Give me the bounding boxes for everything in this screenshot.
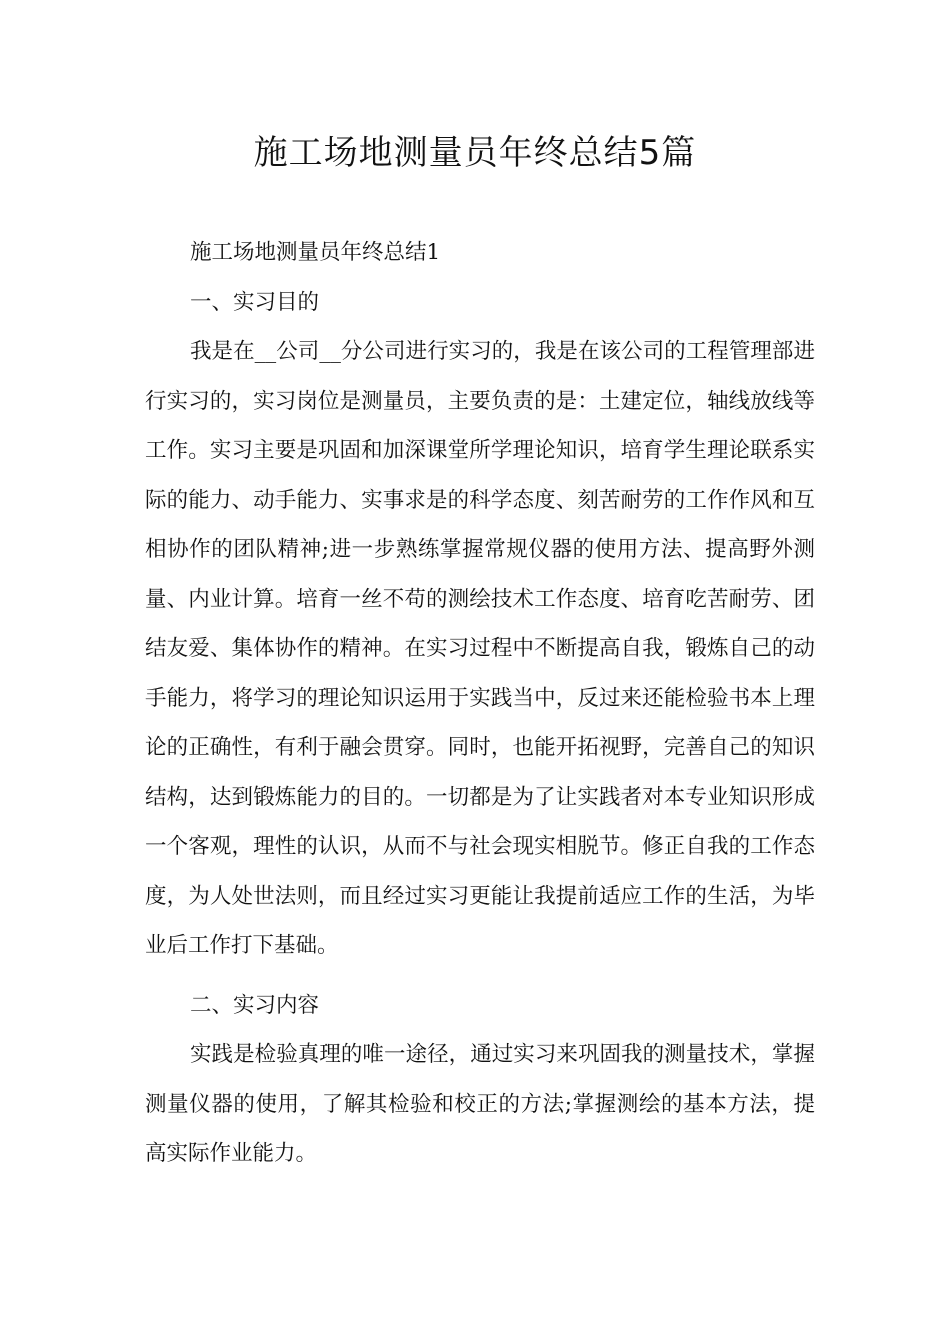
section-subtitle: 施工场地测量员年终总结1: [190, 240, 441, 265]
section-heading-purpose: 一、实习目的: [190, 289, 320, 315]
section-heading-content: 二、实习内容: [190, 992, 320, 1018]
paragraph-purpose: 我是在__公司__分公司进行实习的，我是在该公司的工程管理部进行实习的，实习岗位是测量员，主要负责的是：土建定位，轴线放线等工作。实习主要是巩固和加深课堂所学理论知识，培育学生理论联系实际的能力、动手能力、实事求是的科学态度、刻苦耐劳的工作作风和互相协作的团队精神;进一步熟练掌握常规仪器的使用方法、提高野外测量、内业计算。培育一丝不苟的测绘技术工作态度、培育吃苦耐劳、团结友爱、集体协作的精神。在实习过程中不断提高自我，锻炼自己的动手能力，将学习的理论知识运用于实践当中，反过来还能检验书本上理论的正确性，有利于融会贯穿。同时，也能开拓视野，完善自己的知识结构，达到锻炼能力的目的。一切都是为了让实践者对本专业知识形成一个客观，理性的认识，从而不与社会现实相脱节。修正自我的工作态度，为人处世法则，而且经过实习更能让我提前适应工作的生活，为毕业后工作打下基础。: [145, 339, 815, 958]
document-body: [145, 228, 815, 1179]
document-title: 施工场地测量员年终总结5篇: [253, 133, 697, 173]
paragraph-content: 实践是检验真理的唯一途径，通过实习来巩固我的测量技术，掌握测量仪器的使用，了解其检验和校正的方法;掌握测绘的基本方法，提高实际作业能力。: [145, 1042, 815, 1166]
